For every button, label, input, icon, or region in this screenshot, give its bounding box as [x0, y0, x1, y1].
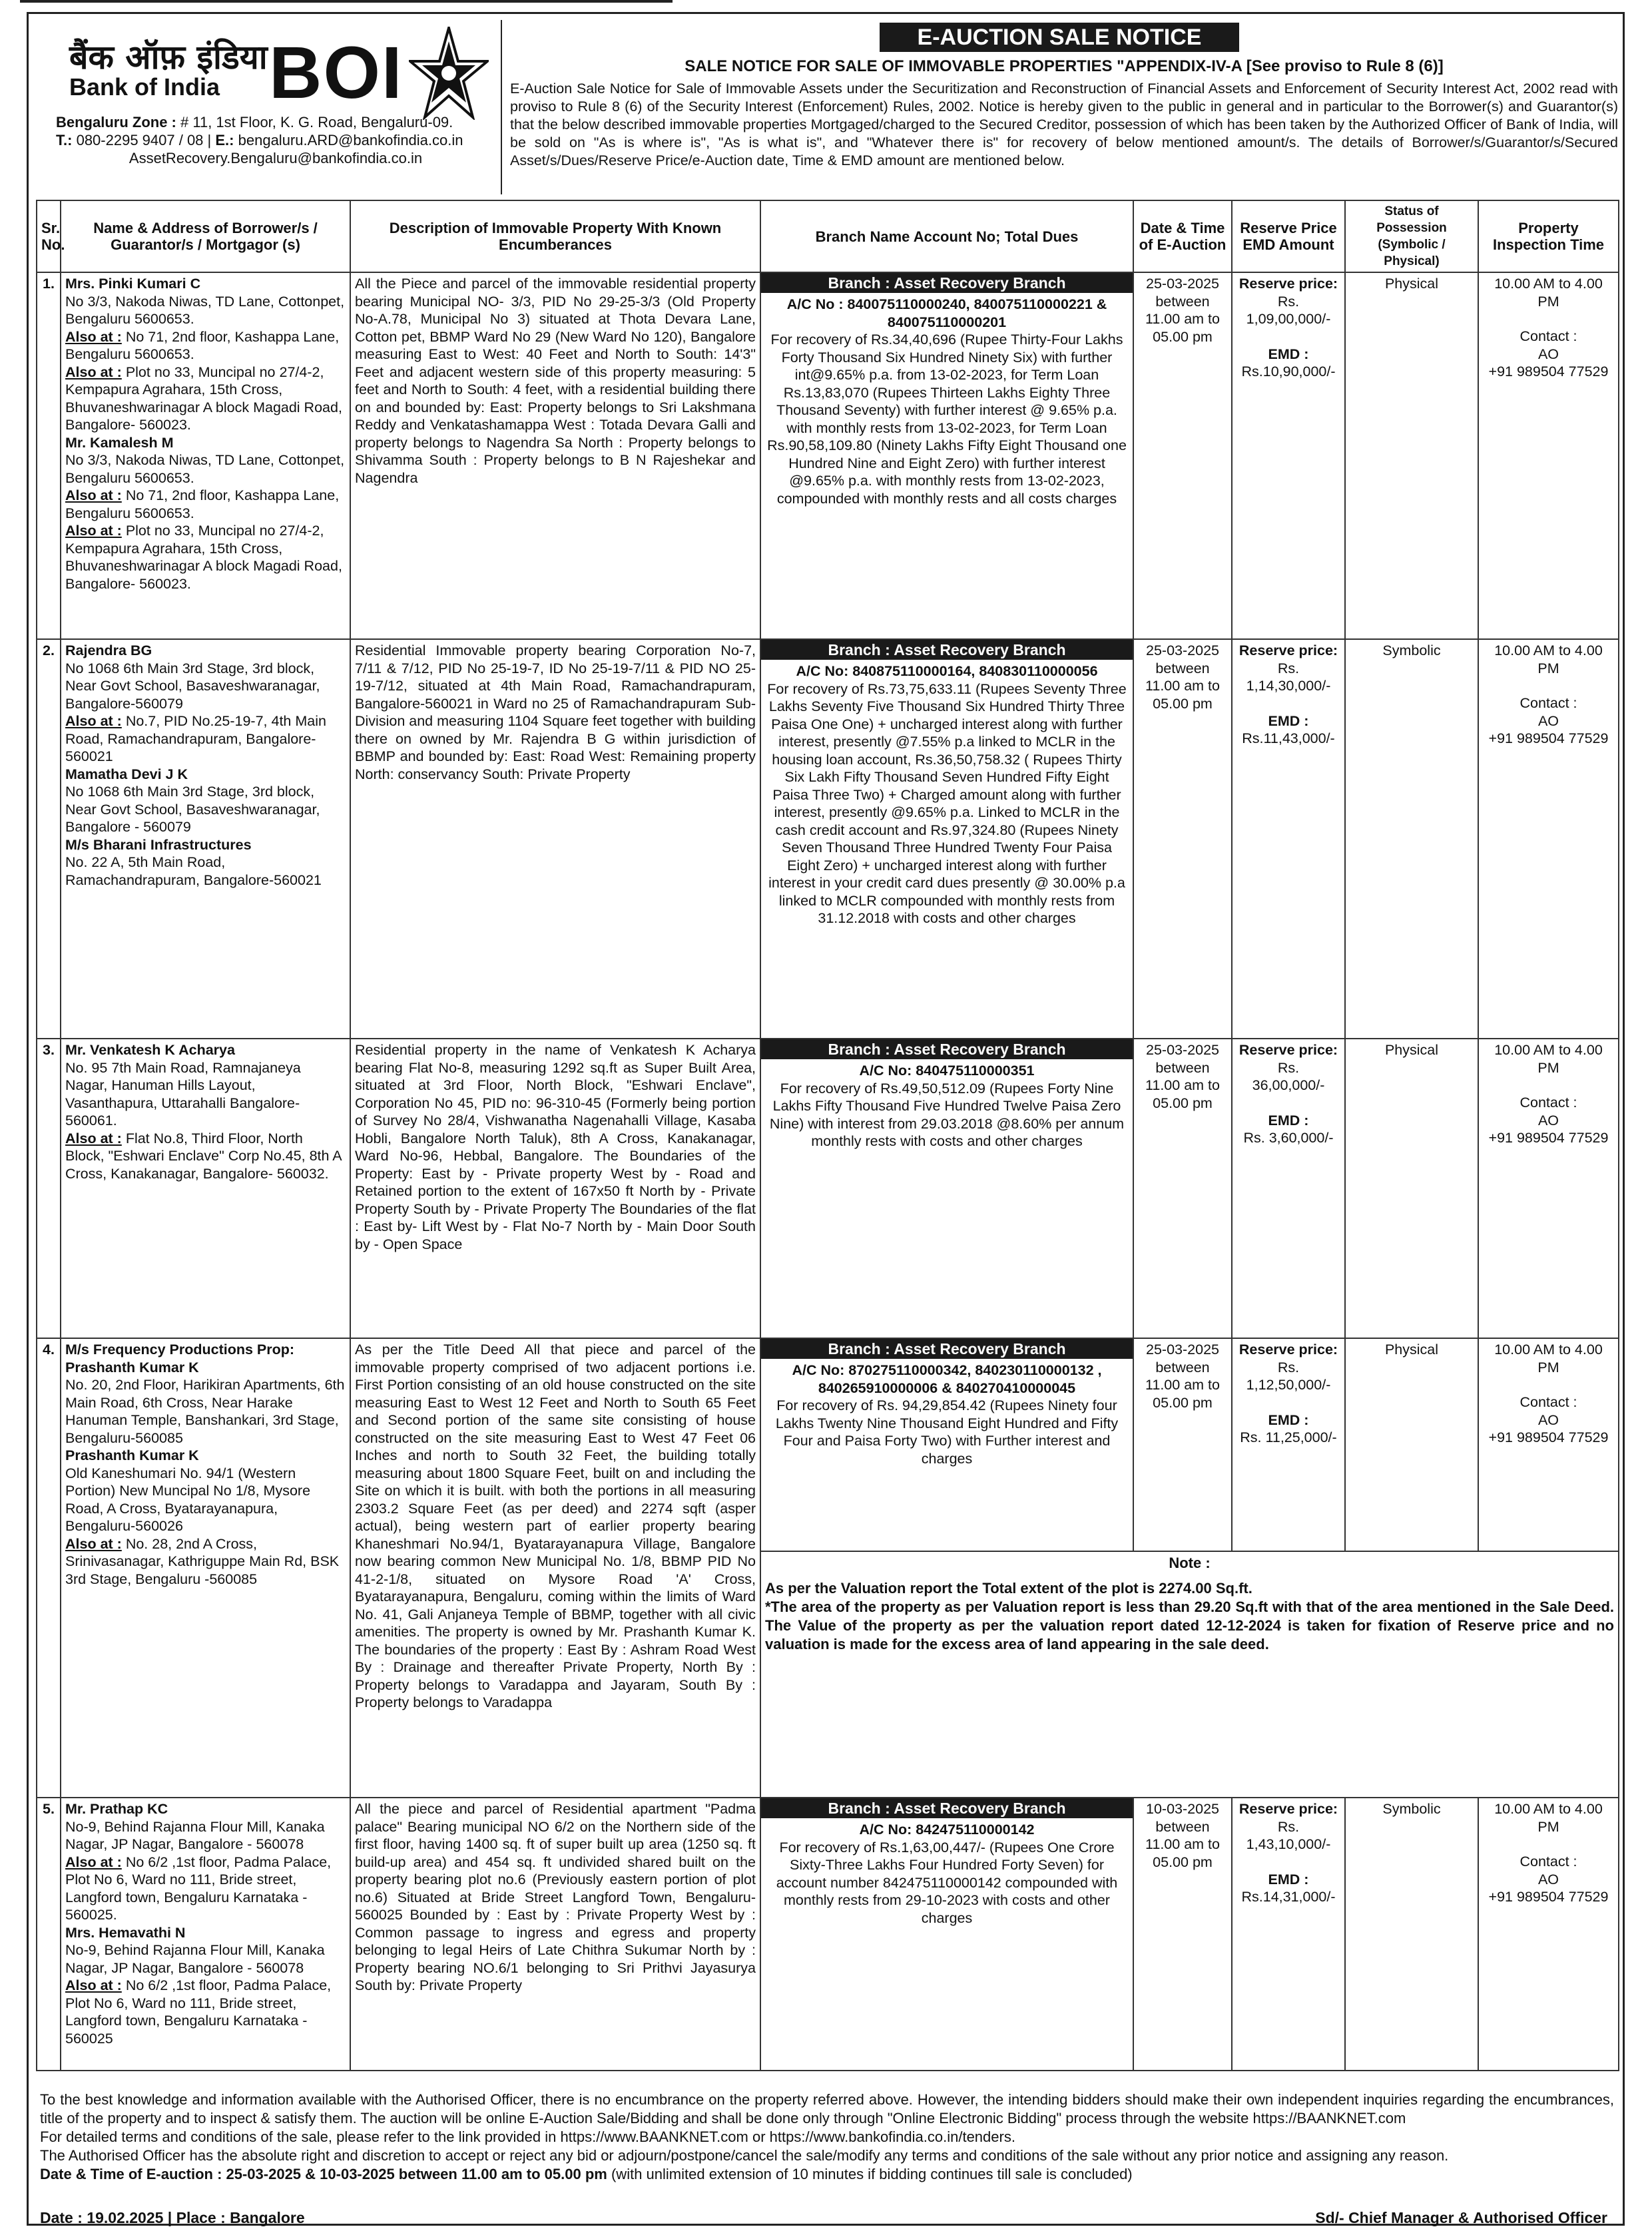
- email-label: E.:: [215, 132, 234, 148]
- borrower-name: Prashanth Kumar K: [65, 1447, 199, 1463]
- borrower-entry: [65, 1924, 346, 1977]
- emd-label: EMD :: [1268, 1411, 1309, 1428]
- notice-header: [36, 20, 1618, 194]
- footer-para-2: For detailed terms and conditions of the sale, please refer to the link provided in https://www.BAANKNET.com or https://www.bankofindia.co.in/tenders.: [40, 2128, 1015, 2145]
- rs-label: Rs.: [1277, 660, 1300, 676]
- reserve-price: 1,12,50,000/-: [1246, 1377, 1331, 1393]
- tel-number: 080-2295 9407 / 08: [76, 132, 204, 148]
- time-to: 05.00 pm: [1153, 1854, 1213, 1870]
- auction-date: 10-03-2025: [1146, 1801, 1219, 1817]
- contact-phone: +91 989504 77529: [1488, 364, 1609, 379]
- borrower-name: Mrs. Pinki Kumari C: [65, 276, 201, 292]
- auction-date: 25-03-2025: [1146, 1042, 1219, 1058]
- note-title: Note :: [1169, 1555, 1211, 1571]
- contact-ao: AO: [1537, 1871, 1559, 1887]
- borrower-name: Mr. Venkatesh K Acharya: [65, 1042, 235, 1058]
- inspection-time: 10.00 AM to 4.00 PM: [1494, 1801, 1603, 1835]
- possession-status: Physical: [1345, 1338, 1478, 1551]
- contact-label: Contact :: [1519, 1854, 1577, 1869]
- time-to: 05.00 pm: [1153, 1394, 1213, 1411]
- signature-row: [40, 2209, 1614, 2227]
- inspection-time: 10.00 AM to 4.00 PM: [1494, 1342, 1603, 1375]
- serial-number: 5.: [37, 1798, 61, 2071]
- contact-phone: +91 989504 77529: [1488, 1130, 1609, 1146]
- rs-label: Rs.: [1277, 1059, 1300, 1076]
- also-at-label: Also at :: [65, 1535, 122, 1552]
- also-at-label: Also at :: [65, 328, 122, 345]
- rs-label: Rs.: [1277, 1359, 1300, 1375]
- logo-english-text: Bank of India: [69, 73, 220, 101]
- note-line-2: *The area of the property as per Valuation report is less than 29.20 Sq.ft with that of the area mentioned in the Sale Deed. The Value of the property as per the valuation report dated 12-12-2024 is taken for fixation of Reserve price and no valuation is made for the excess area of land appearing in the sale deed.: [765, 1599, 1614, 1652]
- borrower-entry: [65, 1977, 346, 2047]
- borrower-address: No 1068 6th Main 3rd Stage, 3rd block, Near Govt School, Basaveshwaranagar, Bangalore - 560079: [65, 784, 320, 835]
- auction-date-cell: [1133, 1039, 1232, 1338]
- borrower-entry: [65, 1341, 346, 1447]
- account-number: A/C No : 840075110000240, 840075110000221 & 840075110000201: [786, 296, 1107, 330]
- date-place: Date : 19.02.2025 | Place : Bangalore: [40, 2209, 305, 2226]
- borrower-entry: [65, 1130, 346, 1183]
- borrower-address: Flat No.8, Third Floor, North Block, "Eshwari Enclave" Corp No.45, 8th A Cross, Kanakanagar, Bangalore- 560032.: [65, 1130, 342, 1182]
- contact-ao: AO: [1537, 712, 1559, 729]
- rs-label: Rs.: [1277, 1818, 1300, 1835]
- total-dues: For recovery of Rs.49,50,512.09 (Rupees Forty Nine Lakhs Fifty Thousand Five Hundred Twelve Paisa Zero Nine) with interest from 29.03.2018 @8.60% per annum monthly rests with costs and other charges: [769, 1080, 1125, 1149]
- contact-phone: +91 989504 77529: [1488, 730, 1609, 746]
- branch-name: Branch : Asset Recovery Branch: [761, 640, 1133, 660]
- borrower-name: M/s Bharani Infrastructures: [65, 836, 252, 853]
- reserve-label: Reserve price:: [1239, 1801, 1338, 1817]
- contact-label: Contact :: [1519, 1095, 1577, 1111]
- header-divider: [501, 20, 502, 194]
- contact-label: Contact :: [1519, 1394, 1577, 1410]
- notice-footer: [40, 2091, 1614, 2184]
- borrower-entry: [65, 1800, 346, 1854]
- table-header-row: [37, 200, 1619, 272]
- borrower-entry: [65, 642, 346, 712]
- col-header-sr: Sr. No.: [37, 200, 61, 272]
- signature: Sd/- Chief Manager & Authorised Officer: [1315, 2209, 1607, 2226]
- borrower-entry: [65, 712, 346, 766]
- note-line-1: As per the Valuation report the Total extent of the plot is 2274.00 Sq.ft.: [765, 1580, 1252, 1597]
- zone-address: # 11, 1st Floor, K. G. Road, Bengaluru-09.: [180, 114, 453, 130]
- borrower-name: M/s Frequency Productions Prop: Prashanth Kumar K: [65, 1342, 295, 1375]
- footer-para-3: The Authorised Officer has the absolute right and discretion to accept or reject any bid or adjourn/postpone/cancel the sale/modify any terms and conditions of the sale without any prior notice and assigning any reason.: [40, 2147, 1449, 2164]
- inspection-cell: [1478, 1039, 1619, 1338]
- possession-status: Symbolic: [1345, 639, 1478, 1039]
- borrower-address: No 71, 2nd floor, Kashappa Lane, Bengaluru 5600653.: [65, 487, 340, 521]
- borrower-entry: [65, 1041, 346, 1130]
- notice-subtitle: SALE NOTICE FOR SALE OF IMMOVABLE PROPERTIES "APPENDIX-IV-A [See proviso to Rule 8 (6)]: [685, 57, 1444, 75]
- borrower-name: Mr. Prathap KC: [65, 1801, 168, 1817]
- borrower-name: Mr. Kamalesh M: [65, 434, 174, 451]
- emd-label: EMD :: [1268, 1871, 1309, 1887]
- borrower-address: Old Kaneshumari No. 94/1 (Western Portion) New Muncipal No 1/8, Mysore Road, A Cross, Byatarayanapura, Bengaluru-560026: [65, 1465, 311, 1534]
- table-row: [37, 1338, 1619, 1551]
- account-number: A/C No: 840475110000351: [859, 1063, 1035, 1079]
- possession-status: Physical: [1345, 1039, 1478, 1338]
- between-label: between: [1155, 1059, 1210, 1076]
- emd-amount: Rs.14,31,000/-: [1241, 1889, 1336, 1905]
- table-row: [37, 1039, 1619, 1338]
- property-description: As per the Title Deed All that piece and parcel of the immovable property comprised of two adjacent portions i.e. First Portion consisting of an old house constructed on the site measuring East to West 12 Feet and North to South 65 Feet and Second portion of the same site consisting of house constructed on the site measuring East to West 47 Feet 06 Inches and north to South 32 Feet, the building totally measuring about 1800 Square Feet, built on and including the Site on which it is built. with both the portions in all measuring 2303.2 Square Feet (as per deed) and 2274 sqft (asper actual), being western part of earlier property bearing Khaneshmari No.94/1, Byatarayanapura Village, Bangalore now bearing common New Municipal No. 1/8, BBMP PID No 41-2-1/8, situated on Mysore Road 'A' Cross, Byatarayanapura, Bengaluru, coming within the limits of Ward No. 41, Gali Anjaneya Temple of BBMP, together with all civic amenities. The property is owned by Mr. Prashanth Kumar K. The boundaries of the property : East By : Ashram Road West By : Drainage and thereafter Private Property, North By : Property belongs to Varadappa and Jayaram, South By : Property belongs to Varadappa: [350, 1338, 760, 1798]
- emd-label: EMD :: [1268, 712, 1309, 729]
- auction-date: 25-03-2025: [1146, 1342, 1219, 1358]
- branch-name: Branch : Asset Recovery Branch: [761, 1798, 1133, 1818]
- borrower-cell: [61, 1798, 350, 2071]
- borrower-entry: [65, 1854, 346, 1924]
- newspaper-notice: [13, 0, 1639, 2226]
- property-description: Residential property in the name of Venkatesh K Acharya bearing Flat No-8, measuring 1292 sq.ft as Super Built Area, situated at 3rd Floor, North Block, "Eshwari Enclave", Corporation No 45, PID no: 96-310-45 (Formerly being portion of Survey No 28/4, Vishwanatha Nagenahalli Village, Kasaba Hobli, Bangalore North Taluk), 8th A Cross, Kanakanagar, Ward No-96, Hebbal, Bangalore. The Boundaries of the Property: East by - Private property West by - Road and Retained portion to the extent of 167x50 ft North by - Private Property South by - Private Property The Boundaries of the flat : East by- Lift West by - Flat No-7 North by - Main Door South by - Open Space: [350, 1039, 760, 1338]
- account-number: A/C No: 842475110000142: [859, 1822, 1035, 1838]
- time-to: 05.00 pm: [1153, 328, 1213, 345]
- table-row: [37, 272, 1619, 639]
- branch-cell: [760, 272, 1133, 639]
- properties-table: [36, 200, 1619, 2071]
- borrower-address: No 3/3, Nakoda Niwas, TD Lane, Cottonpet, Bengaluru 5600653.: [65, 293, 345, 327]
- emd-label: EMD :: [1268, 1112, 1309, 1128]
- property-description: All the Piece and parcel of the immovable residential property bearing Municipal NO- 3/3, PID No 29-25-3/3 (Old Property No-A.78, Municipal No 3) situated at Thota Devara Lane, Cotton pet, BBMP Ward No 29 (New Ward No 120), Bangalore measuring East to West: 40 Feet and North to South: 14'3" Feet and adjacent western side of this property measuring: 5 feet and North to South: 4 feet, with a residential building there on and bounded by: East: Property belongs to Sri Lakshmana Reddy and Venkatashamappa West : Totada Devara Galli and property belongs to Nagendra Sa North : Property belongs to Shivamma South : Property belongs to B N Rajeshekar and Nagendra: [350, 272, 760, 639]
- between-label: between: [1155, 660, 1210, 676]
- emd-amount: Rs. 3,60,000/-: [1243, 1130, 1334, 1146]
- inspection-time: 10.00 AM to 4.00 PM: [1494, 642, 1603, 676]
- contact-ao: AO: [1537, 346, 1559, 362]
- inspection-cell: [1478, 1798, 1619, 2071]
- reserve-price: 1,43,10,000/-: [1246, 1836, 1331, 1852]
- emd-label: EMD :: [1268, 346, 1309, 362]
- reserve-price: 1,09,00,000/-: [1246, 311, 1331, 327]
- col-header-inspection: Property Inspection Time: [1478, 200, 1619, 272]
- also-at-label: Also at :: [65, 364, 122, 380]
- also-at-label: Also at :: [65, 487, 122, 503]
- reserve-price: 36,00,000/-: [1252, 1077, 1325, 1093]
- inspection-time: 10.00 AM to 4.00 PM: [1494, 276, 1603, 310]
- time-to: 05.00 pm: [1153, 695, 1213, 712]
- reserve-cell: [1232, 1338, 1345, 1551]
- branch-cell: [760, 1338, 1133, 1551]
- borrower-entry: [65, 275, 346, 328]
- top-rule: [20, 0, 673, 3]
- borrower-address: No-9, Behind Rajanna Flour Mill, Kanaka Nagar, JP Nagar, Bangalore - 560078: [65, 1942, 325, 1976]
- property-description: All the piece and parcel of Residential apartment "Padma palace" Bearing municipal NO 6/2 on the Northern side of the first floor, having 1400 sq. ft of super built up area (1250 sq. ft build-up area) and 454 sq. ft undivided shared built on the property bearing plot no.6 (Previously eastern portion of plot no.6) Situated at Bride Street Langford Town, Bengaluru-560025 Bounded by : East by : Private Property West by : Common passage to ingress and egress and property belonging to legal Heirs of Late Chithra Sukumar North by : Property bearing NO.6/1 belonging to Sri Prithvi Jayasurya South by: Private Property: [350, 1798, 760, 2071]
- inspection-cell: [1478, 639, 1619, 1039]
- footer-para-1: To the best knowledge and information available with the Authorised Officer, there is no encumbrance on the property referred above. However, the intending bidders should make their own independent inquiries regarding the encumbrances, title of the property and to inspect & satisfy them. The auction will be online E-Auction Sale/Bidding and shall be done only through "Online Electronic Bidding" process through the website https://BAANKNET.com: [40, 2091, 1614, 2126]
- notice-body: E-Auction Sale Notice for Sale of Immovable Assets under the Securitization and Reconstruction of Financial Assets and Enforcement of Security Interest Act, 2002 read with proviso to Rule 8 (6) of the Security Interest (Enforcement) Rules, 2002. Notice is hereby given to the public in general and in particular to the Borrower(s) and Guarantor(s) that the below described immovable properties Mortgaged/charged to the Secured Creditor, possession of which has been taken by the Authorized Officer of Bank of India, will be sold on "As is where is", "As is what is", and "Whatever there is" for recovery of below mentioned amount/s. The details of Borrower/s/Guarantor/s/Secured Asset/s/Dues/Reserve Price/e-Auction date, Time & EMD amount are mentioned below.: [510, 81, 1618, 168]
- borrower-address: No 6/2 ,1st floor, Padma Palace, Plot No 6, Ward no 111, Bride street, Langford town, Bengaluru Karnataka - 560025: [65, 1977, 332, 2047]
- table-row: [37, 639, 1619, 1039]
- total-dues: For recovery of Rs.73,75,633.11 (Rupees Seventy Three Lakhs Seventy Five Thousand Six Hundred Thirty Three Paisa One One) + uncharged interest along with further interest, presently @7.55% p.a linked to MCLR in the housing loan account, Rs.36,50,758.32 ( Rupees Thirty Six Lakh Fifty Thousand Seven Hundred Fifty Eight Paisa Three Two) + Charged amount along with further interest, presently @9.65% p.a. Linked to MCLR in the cash credit account and Rs.97,324.80 (Rupees Ninety Seven Thousand Three Hundred Twenty Four Paisa Eight Zero) + uncharged interest along with further interest in your credit card dues presently @ 30.00% p.a linked to MCLR compounded with monthly rests from 31.12.2018 with costs and other charges: [767, 680, 1127, 926]
- time-from: 11.00 am to: [1145, 678, 1220, 694]
- zone-label: Bengaluru Zone :: [56, 114, 176, 130]
- emd-amount: Rs. 11,25,000/-: [1240, 1429, 1337, 1445]
- between-label: between: [1155, 1359, 1210, 1375]
- contact-label: Contact :: [1519, 695, 1577, 711]
- borrower-cell: [61, 1338, 350, 1798]
- bank-logo-block: [36, 20, 495, 194]
- branch-name: Branch : Asset Recovery Branch: [761, 1339, 1133, 1359]
- total-dues: For recovery of Rs.34,40,696 (Rupee Thirty-Four Lakhs Forty Thousand Six Hundred Ninety Six) with further int@9.65% p.a. from 13-02-2023, for Term Loan Rs.13,83,070 (Rupees Thirteen Lakhs Eighty Three Thousand Seventy) with further interest @ 9.65% p.a. with monthly rests from 13-02-2023, for Term Loan Rs.90,58,109.80 (Ninety Lakhs Fifty Eight Thousand one Hundred Nine and Eight Zero) with further interest @9.65% p.a. with monthly rests from 13-02-2023, compounded with monthly rests and all costs charges: [767, 332, 1127, 507]
- time-from: 11.00 am to: [1145, 311, 1220, 327]
- possession-status: Physical: [1345, 272, 1478, 639]
- col-header-date: Date & Time of E-Auction: [1133, 200, 1232, 272]
- borrower-address: No 1068 6th Main 3rd Stage, 3rd block, Near Govt School, Basaveshwaranagar, Bangalore-560079: [65, 660, 320, 712]
- borrower-address: No. 28, 2nd A Cross, Srinivasanagar, Kathriguppe Main Rd, BSK 3rd Stage, Bengaluru -560085: [65, 1535, 340, 1587]
- logo-hindi-text: बैंक ऑफ़ इंडिया: [69, 38, 268, 77]
- reserve-price: 1,14,30,000/-: [1246, 678, 1331, 694]
- serial-number: 1.: [37, 272, 61, 639]
- auction-date: 25-03-2025: [1146, 276, 1219, 292]
- borrower-address: No. 22 A, 5th Main Road, Ramachandrapuram, Bangalore-560021: [65, 854, 322, 888]
- auction-date-cell: [1133, 639, 1232, 1039]
- branch-name: Branch : Asset Recovery Branch: [761, 273, 1133, 293]
- borrower-entry: [65, 766, 346, 836]
- borrower-entry: [65, 328, 346, 364]
- borrower-address: No. 20, 2nd Floor, Harikiran Apartments, 6th Main Road, 6th Cross, Near Harake Hanuman Temple, Banshankari, 3rd Stage, Bengaluru-560085: [65, 1377, 345, 1446]
- borrower-address: No 6/2 ,1st floor, Padma Palace, Plot No 6, Ward no 111, Bride street, Langford town, Bengaluru Karnataka - 560025.: [65, 1854, 332, 1923]
- col-header-reserve: Reserve Price EMD Amount: [1232, 200, 1345, 272]
- borrower-cell: [61, 639, 350, 1039]
- reserve-label: Reserve price:: [1239, 1342, 1338, 1358]
- col-header-desc: Description of Immovable Property With Known Encumberances: [350, 200, 760, 272]
- reserve-cell: [1232, 272, 1345, 639]
- account-number: A/C No: 840875110000164, 840830110000056: [796, 663, 1098, 679]
- also-at-label: Also at :: [65, 1130, 122, 1146]
- reserve-label: Reserve price:: [1239, 1042, 1338, 1058]
- borrower-cell: [61, 1039, 350, 1338]
- borrower-entry: [65, 836, 346, 889]
- auction-date: 25-03-2025: [1146, 642, 1219, 658]
- email-address: bengaluru.ARD@bankofindia.co.in: [238, 132, 463, 148]
- logo-boi-text: BOI: [269, 32, 404, 114]
- time-from: 11.00 am to: [1145, 1377, 1220, 1393]
- col-header-branch: Branch Name Account No; Total Dues: [760, 200, 1133, 272]
- star-logo-icon: [409, 27, 489, 120]
- serial-number: 3.: [37, 1039, 61, 1338]
- inspection-time: 10.00 AM to 4.00 PM: [1494, 1042, 1603, 1076]
- contact-ao: AO: [1537, 1112, 1559, 1128]
- auction-date-cell: [1133, 1338, 1232, 1551]
- borrower-entry: [65, 1447, 346, 1535]
- valuation-note: [760, 1551, 1619, 1798]
- borrower-address: No.7, PID No.25-19-7, 4th Main Road, Ramachandrapuram, Bangalore- 560021: [65, 713, 326, 764]
- col-header-status: Status of Possession (Symbolic / Physical): [1345, 200, 1478, 272]
- between-label: between: [1155, 293, 1210, 310]
- possession-status: Symbolic: [1345, 1798, 1478, 2071]
- notice-intro-block: [510, 20, 1618, 194]
- auction-date-label: Date & Time of E-auction : 25-03-2025 & 10-03-2025 between 11.00 am to 05.00 pm: [40, 2166, 607, 2182]
- inspection-cell: [1478, 272, 1619, 639]
- also-at-label: Also at :: [65, 523, 122, 539]
- borrower-address: Plot no 33, Muncipal no 27/4-2, Kempapura Agrahara, 15th Cross, Bhuvaneshwarinagar A block Magadi Road, Bangalore- 560023.: [65, 364, 342, 433]
- time-from: 11.00 am to: [1145, 1077, 1220, 1093]
- email-address-2: AssetRecovery.Bengaluru@bankofindia.co.in: [129, 150, 423, 166]
- contact-phone: +91 989504 77529: [1488, 1429, 1609, 1445]
- total-dues: For recovery of Rs. 94,29,854.42 (Rupees Ninety four Lakhs Twenty Nine Thousand Eight Hundred and Fifty Four and Paisa Forty Two) with Further interest and charges: [775, 1397, 1119, 1467]
- inspection-cell: [1478, 1338, 1619, 1551]
- borrower-name: Mrs. Hemavathi N: [65, 1924, 186, 1941]
- notice-title: E-AUCTION SALE NOTICE: [880, 23, 1239, 52]
- table-row: [37, 1798, 1619, 2071]
- total-dues: For recovery of Rs.1,63,00,447/- (Rupees One Crore Sixty-Three Lakhs Four Hundred Forty Seven) for account number 842475110000142 compounded with monthly rests from 29-10-2023 with costs and other charges: [776, 1839, 1118, 1926]
- auction-date-cell: [1133, 1798, 1232, 2071]
- rs-label: Rs.: [1277, 293, 1300, 310]
- branch-cell: [760, 1798, 1133, 2071]
- emd-amount: Rs.11,43,000/-: [1242, 730, 1335, 746]
- borrower-entry: [65, 522, 346, 593]
- branch-name: Branch : Asset Recovery Branch: [761, 1039, 1133, 1059]
- borrower-address: No 71, 2nd floor, Kashappa Lane, Bengaluru 5600653.: [65, 328, 340, 362]
- borrower-entry: [65, 487, 346, 522]
- reserve-label: Reserve price:: [1239, 276, 1338, 292]
- property-description: Residential Immovable property bearing Corporation No-7, 7/11 & 7/12, PID No 25-19-7, ID No 25-19-7/11 & PID NO 25-19-7/12, situated at 4th Main Road, Ramachandrapuram, Bangalore-560021 in Ward no 25 of Ramachandrapuram Sub-Division and measuring 1104 Square feet together with building there on owned by Mr. Rajendra B G within jurisdiction of BBMP and bounded by: East: Road West: Remaining property North: conservancy South: Private Property: [350, 639, 760, 1039]
- contact-phone: +91 989504 77529: [1488, 1889, 1609, 1905]
- zone-address-block: Bengaluru Zone : # 11, 1st Floor, K. G. Road, Bengaluru-09. T.: 080-2295 9407 / 08 | E.: bengaluru.ARD@bankofindia.co.in AssetRecovery.Bengaluru@bankofindia.co.in: [56, 113, 495, 167]
- reserve-cell: [1232, 1039, 1345, 1338]
- contact-label: Contact :: [1519, 328, 1577, 344]
- auction-date-cell: [1133, 272, 1232, 639]
- also-at-label: Also at :: [65, 1854, 122, 1870]
- borrower-name: Rajendra BG: [65, 642, 152, 658]
- serial-number: 2.: [37, 639, 61, 1039]
- borrower-address: No-9, Behind Rajanna Flour Mill, Kanaka Nagar, JP Nagar, Bangalore - 560078: [65, 1818, 325, 1852]
- serial-number: 4.: [37, 1338, 61, 1798]
- between-label: between: [1155, 1818, 1210, 1835]
- borrower-entry: [65, 434, 346, 487]
- branch-cell: [760, 639, 1133, 1039]
- borrower-address: Plot no 33, Muncipal no 27/4-2, Kempapura Agrahara, 15th Cross, Bhuvaneshwarinagar A block Magadi Road, Bangalore- 560023.: [65, 523, 342, 592]
- emd-amount: Rs.10,90,000/-: [1241, 364, 1336, 379]
- tel-label: T.:: [56, 132, 73, 148]
- col-header-name: Name & Address of Borrower/s / Guarantor/s / Mortgagor (s): [61, 200, 350, 272]
- reserve-label: Reserve price:: [1239, 642, 1338, 658]
- contact-ao: AO: [1537, 1411, 1559, 1428]
- borrower-entry: [65, 364, 346, 434]
- reserve-cell: [1232, 639, 1345, 1039]
- borrower-entry: [65, 1535, 346, 1589]
- branch-cell: [760, 1039, 1133, 1338]
- borrower-name: Mamatha Devi J K: [65, 766, 188, 782]
- also-at-label: Also at :: [65, 713, 122, 729]
- borrower-address: No 3/3, Nakoda Niwas, TD Lane, Cottonpet, Bengaluru 5600653.: [65, 452, 345, 486]
- time-to: 05.00 pm: [1153, 1095, 1213, 1111]
- borrower-cell: [61, 272, 350, 639]
- account-number: A/C No: 870275110000342, 840230110000132 , 840265910000006 & 840270410000045: [792, 1362, 1102, 1396]
- time-from: 11.00 am to: [1145, 1836, 1220, 1852]
- borrower-address: No. 95 7th Main Road, Ramnajaneya Nagar, Hanuman Hills Layout, Vasanthapura, Uttarahalli Bangalore- 560061.: [65, 1059, 301, 1128]
- also-at-label: Also at :: [65, 1977, 122, 1993]
- auction-date-note: (with unlimited extension of 10 minutes if bidding continues till sale is concluded): [611, 2166, 1133, 2182]
- reserve-cell: [1232, 1798, 1345, 2071]
